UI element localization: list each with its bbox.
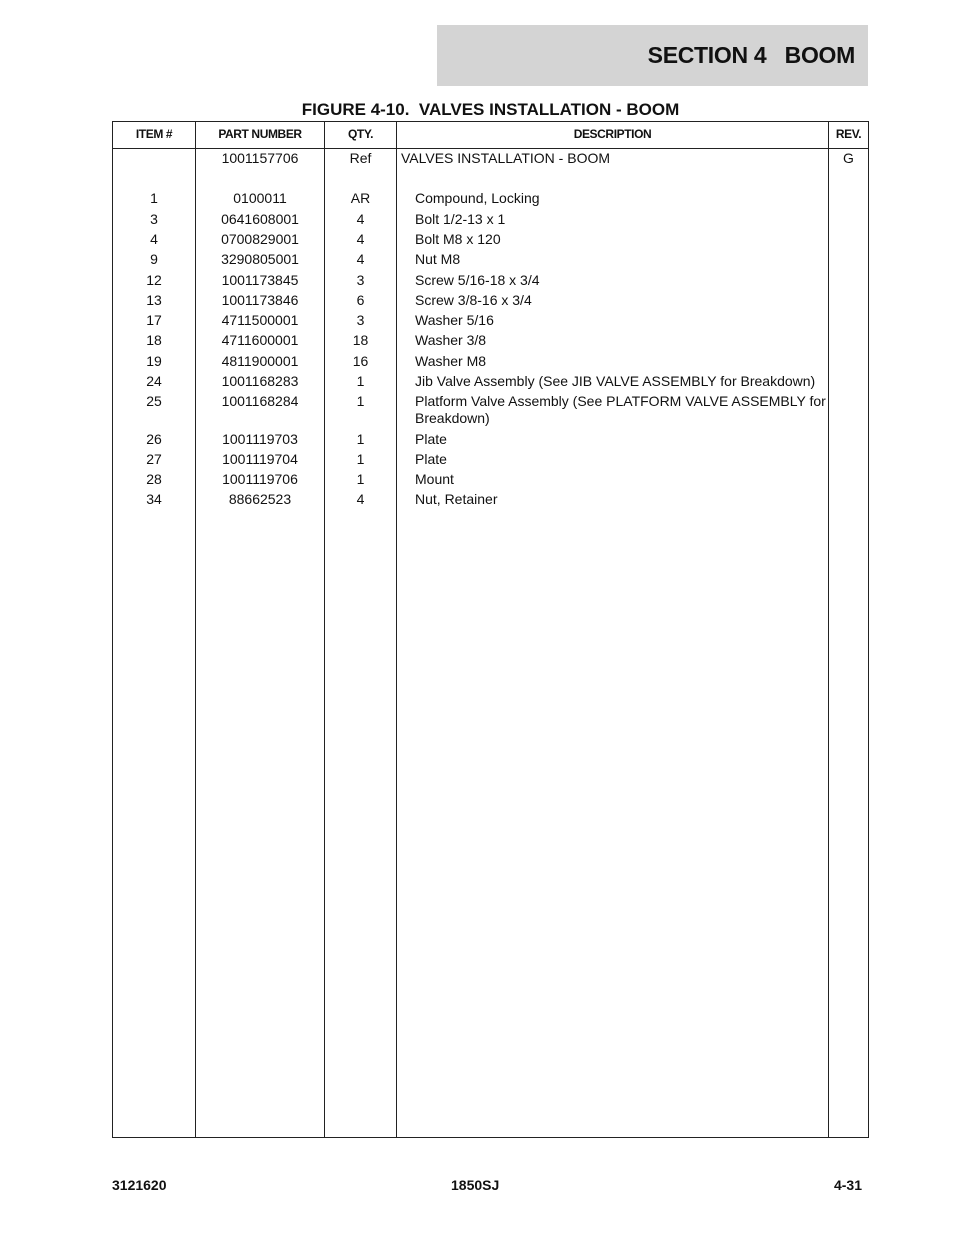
item-number: 27 — [146, 451, 162, 467]
item-number: 12 — [146, 272, 162, 288]
description: Screw 5/16-18 x 3/4 — [415, 272, 540, 288]
quantity: 16 — [352, 353, 369, 369]
part-number: 1001168283 — [221, 373, 299, 389]
header-item: ITEM # — [135, 127, 173, 141]
column-divider — [828, 122, 829, 1137]
part-number: 1001168284 — [221, 393, 299, 409]
parts-table — [112, 121, 869, 1138]
item-number: 1 — [150, 190, 158, 206]
quantity: 1 — [356, 431, 365, 447]
header-qty: QTY. — [347, 127, 374, 141]
quantity: Ref — [349, 150, 372, 166]
figure-title: FIGURE 4-10. VALVES INSTALLATION - BOOM — [301, 100, 680, 119]
revision: G — [843, 150, 854, 166]
description: Nut, Retainer — [415, 491, 498, 507]
description: Washer 5/16 — [415, 312, 494, 328]
description: Jib Valve Assembly (See JIB VALVE ASSEMBLY for Breakdown) — [415, 373, 816, 389]
item-number: 34 — [146, 491, 162, 507]
quantity: 1 — [356, 451, 365, 467]
header-rev: REV. — [835, 127, 862, 141]
item-number: 19 — [146, 353, 162, 369]
item-number: 13 — [146, 292, 162, 308]
part-number: 0700829001 — [221, 231, 299, 247]
part-number: 4811900001 — [221, 353, 299, 369]
description: Nut M8 — [415, 251, 461, 267]
quantity: 3 — [356, 272, 365, 288]
description: Compound, Locking — [415, 190, 540, 206]
quantity: 1 — [356, 373, 365, 389]
footer-document-number: 3121620 — [112, 1177, 167, 1193]
part-number: 88662523 — [228, 491, 292, 507]
section-title: SECTION 4 BOOM — [647, 42, 855, 68]
item-number: 25 — [146, 393, 162, 409]
item-number: 3 — [150, 211, 158, 227]
description: Washer 3/8 — [415, 332, 487, 348]
quantity: 4 — [356, 491, 365, 507]
quantity: 1 — [356, 393, 365, 409]
description: Bolt 1/2-13 x 1 — [415, 211, 506, 227]
quantity: 4 — [356, 211, 365, 227]
item-number: 18 — [146, 332, 162, 348]
column-divider — [396, 122, 397, 1137]
description: Mount — [415, 471, 454, 487]
item-number: 26 — [146, 431, 162, 447]
description: Plate — [415, 431, 447, 447]
quantity: 4 — [356, 231, 365, 247]
description: Platform Valve Assembly (See PLATFORM VALVE ASSEMBLY for Breakdown) — [415, 393, 826, 426]
quantity: 18 — [352, 332, 369, 348]
table-header-row — [113, 122, 868, 149]
part-number: 4711600001 — [221, 332, 299, 348]
part-number: 1001119706 — [222, 471, 298, 487]
part-number: 0100011 — [233, 190, 287, 206]
quantity: 4 — [356, 251, 365, 267]
description: Screw 3/8-16 x 3/4 — [415, 292, 532, 308]
description: VALVES INSTALLATION - BOOM — [401, 150, 611, 166]
description: Washer M8 — [415, 353, 487, 369]
header-part-number: PART NUMBER — [218, 127, 302, 141]
header-description: DESCRIPTION — [573, 127, 652, 141]
description: Plate — [415, 451, 447, 467]
part-number: 4711500001 — [221, 312, 299, 328]
description: Bolt M8 x 120 — [415, 231, 501, 247]
section-header — [437, 25, 868, 86]
part-number: 1001157706 — [221, 150, 299, 166]
quantity: 1 — [356, 471, 365, 487]
part-number: 0641608001 — [221, 211, 299, 227]
quantity: 6 — [356, 292, 365, 308]
item-number: 4 — [150, 231, 158, 247]
footer-page-number: 4-31 — [833, 1177, 862, 1193]
item-number: 17 — [146, 312, 162, 328]
footer-model: 1850SJ — [451, 1177, 500, 1193]
part-number: 3290805001 — [221, 251, 299, 267]
part-number: 1001173845 — [221, 272, 299, 288]
item-number: 24 — [146, 373, 162, 389]
part-number: 1001119703 — [222, 431, 298, 447]
item-number: 28 — [146, 471, 162, 487]
part-number: 1001173846 — [221, 292, 299, 308]
quantity: 3 — [356, 312, 365, 328]
item-number: 9 — [150, 251, 158, 267]
part-number: 1001119704 — [222, 451, 298, 467]
quantity: AR — [350, 190, 371, 206]
